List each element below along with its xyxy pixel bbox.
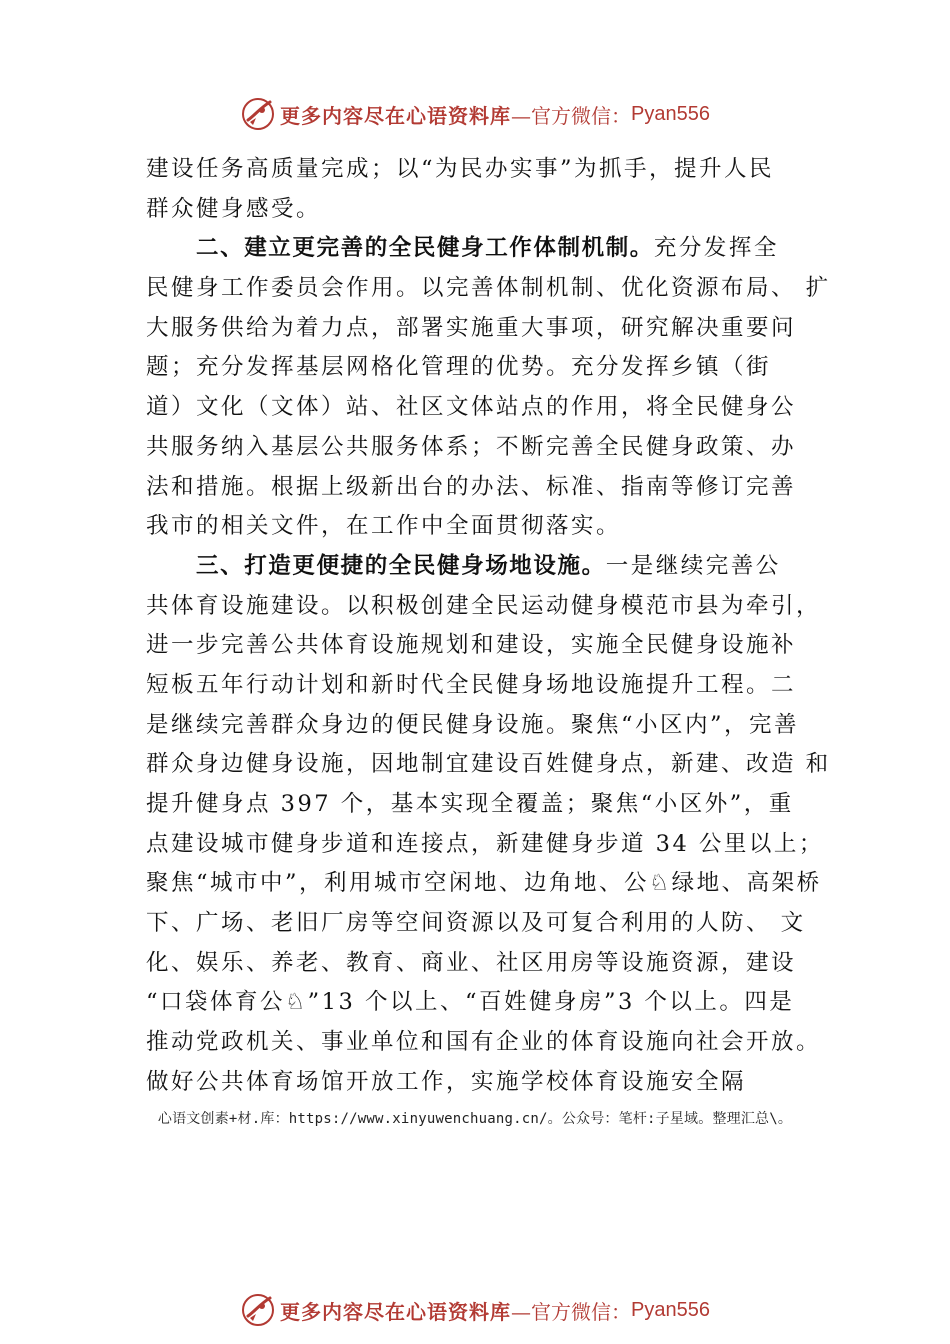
text-line: “口袋体育公♘”13 个以上、“百姓健身房”3 个以上。四是 xyxy=(146,989,795,1016)
document-body xyxy=(146,150,831,1103)
text-line: 题；充分发挥基层网格化管理的优势。充分发挥乡镇（街 xyxy=(146,354,772,381)
text-line: 推动党政机关、事业单位和国有企业的体育设施向社会开放。 xyxy=(146,1029,822,1056)
banner-title: 更多内容尽在心语资料库 xyxy=(280,103,512,128)
banner-wechat-id: Pyan556 xyxy=(631,1298,710,1321)
text-line: 提升健身点 397 个，基本实现全覆盖；聚焦“小区外”，重 xyxy=(146,791,794,817)
text-line: 进一步完善公共体育设施规划和建设，实施全民健身设施补 xyxy=(146,632,797,659)
section-heading: 二、建立更完善的全民健身工作体制机制。 xyxy=(196,235,654,262)
brush-logo-icon xyxy=(240,1292,276,1328)
text-line: 群众健身感受。 xyxy=(146,195,322,222)
footer-banner xyxy=(0,1288,950,1332)
text-line: 大服务供给为着力点，部署实施重大事项，研究解决重要问 xyxy=(146,314,797,341)
source-footnote: 心语文创素+材.库：https://www.xinyuwenchuang.cn/。公众号：笔杆:子星域。整理汇总\。 xyxy=(157,1111,793,1127)
header-banner xyxy=(0,92,950,136)
banner-title: 更多内容尽在心语资料库 xyxy=(280,1299,512,1324)
text-line: 短板五年行动计划和新时代全民健身场地设施提升工程。二 xyxy=(146,671,797,698)
text-line: 化、娱乐、养老、教育、商业、社区用房等设施资源，建设 xyxy=(146,949,797,976)
banner-separator: —官方微信： xyxy=(511,103,632,128)
text-line: 法和措施。根据上级新出台的办法、标准、指南等修订完善 xyxy=(146,473,797,500)
text-line: 一是继续完善公 xyxy=(605,552,781,579)
text-line: 我市的相关文件，在工作中全面贯彻落实。 xyxy=(146,513,622,540)
paragraph-heading-line xyxy=(146,547,826,587)
banner-separator: —官方微信： xyxy=(511,1299,632,1324)
text-line: 充分发挥全 xyxy=(653,235,779,262)
paragraph-heading-line xyxy=(146,229,826,269)
text-line: 建设任务高质量完成；以“为民办实事”为抓手，提升人民 xyxy=(146,156,775,182)
text-line: 民健身工作委员会作用。以完善体制机制、优化资源布局、 扩 xyxy=(146,275,831,302)
text-line: 群众身边健身设施，因地制宜建设百姓健身点，新建、改造 和 xyxy=(146,751,831,778)
banner-wechat-id: Pyan556 xyxy=(631,102,710,125)
text-line: 聚焦“城市中”，利用城市空闲地、边角地、公♘绿地、高架桥 xyxy=(146,870,822,897)
text-line: 道）文化（文体）站、社区文体站点的作用，将全民健身公 xyxy=(146,394,797,421)
text-line: 下、广场、老旧厂房等空间资源以及可复合利用的人防、 文 xyxy=(146,910,806,937)
text-line: 共服务纳入基层公共服务体系；不断完善全民健身政策、办 xyxy=(146,433,797,460)
text-line: 做好公共体育场馆开放工作，实施学校体育设施安全隔 xyxy=(146,1068,747,1095)
brush-logo-icon xyxy=(240,96,276,132)
section-heading: 三、打造更便捷的全民健身场地设施。 xyxy=(196,552,606,579)
text-line: 共体育设施建设。以积极创建全民运动健身模范市县为牵引， xyxy=(146,592,822,619)
text-line: 是继续完善群众身边的便民健身设施。聚焦“小区内”，完善 xyxy=(146,711,800,738)
text-line: 点建设城市健身步道和连接点，新建健身步道 34 公里以上； xyxy=(146,830,824,857)
